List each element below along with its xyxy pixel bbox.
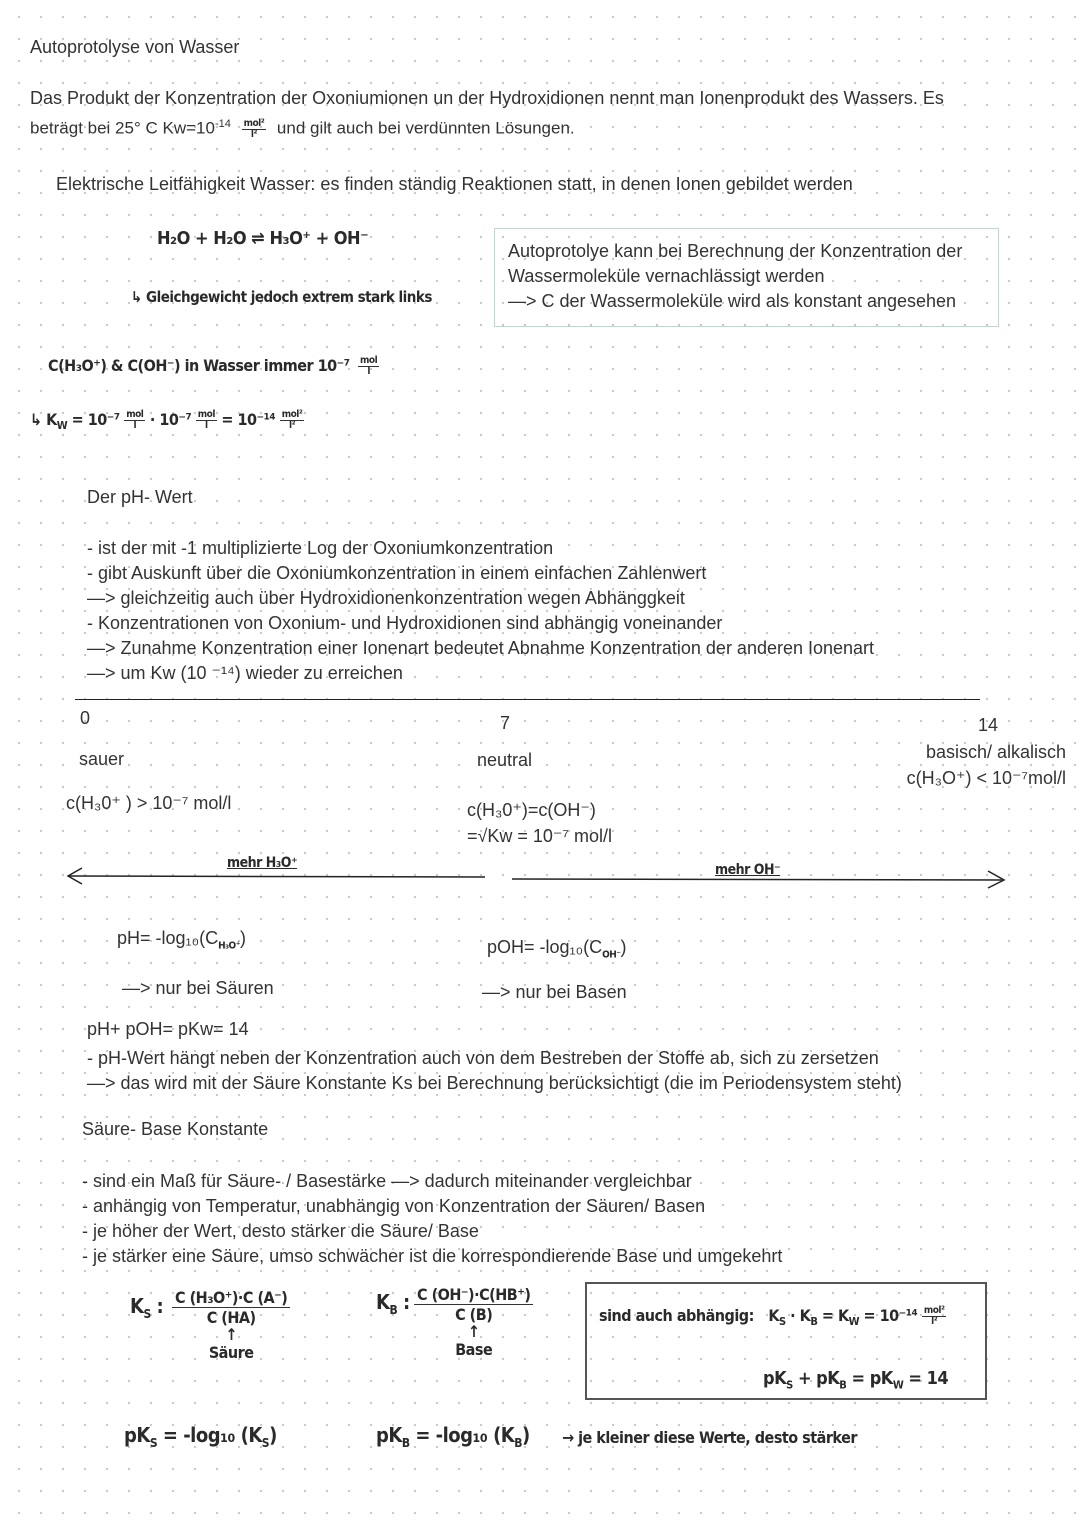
sb-point: - anhängig von Temperatur, unabhängig von Konzentration der Säuren/ Basen <box>82 1196 706 1216</box>
scale-seven: 7 <box>500 713 511 733</box>
poh-formula-end: ) <box>620 937 627 957</box>
dep-kw: = K <box>821 1306 849 1325</box>
more-oh-label: mehr OH⁻ <box>715 862 781 878</box>
poh-formula-sub: OH⁻ <box>602 949 621 961</box>
kw-unit-2 <box>196 410 217 431</box>
smaller-values-note: → je kleiner diese Werte, desto stärker <box>562 1428 857 1447</box>
poh-note: —> nur bei Basen <box>482 982 627 1002</box>
dep-unit-num: mol² <box>923 1305 945 1316</box>
kw-part-1: = 10⁻⁷ <box>71 410 120 429</box>
acid-concentration: c(H₃0⁺ ) > 10⁻⁷ mol/l <box>66 793 232 813</box>
concentration-unit-num: mol <box>360 355 378 366</box>
concentration-unit <box>358 356 379 377</box>
sum-line: pH+ pOH= pKw= 14 <box>87 1019 249 1039</box>
ph-heading: Der pH- Wert <box>87 487 193 507</box>
intro-unit-num: mol² <box>243 117 265 129</box>
ph-formula-sub: H₃O⁺ <box>218 940 240 952</box>
intro-text-pre: beträgt bei 25° C Kw=10 <box>30 118 215 138</box>
label-neutral: neutral <box>477 750 533 770</box>
ks-numerator: C (H₃O⁺)·C (A⁻) <box>172 1288 290 1308</box>
concentration-text: C(H₃O⁺) & C(OH⁻) in Wasser immer 10⁻⁷ <box>48 356 350 375</box>
dep-pks-sub: S <box>786 1378 793 1392</box>
ks-sub: S <box>143 1307 151 1321</box>
scale-fourteen: 14 <box>978 715 999 735</box>
ph-formula <box>117 926 246 959</box>
kw-sub: W <box>56 419 68 433</box>
pkb-sub: B <box>401 1436 410 1450</box>
ph-point: —> gleichzeitig auch über Hydroxidionenkonzentration wegen Abhänggkeit <box>87 588 685 608</box>
label-basisch: basisch/ alkalisch <box>925 742 1066 762</box>
sum-line: - pH-Wert hängt neben der Konzentration auch von dem Bestreben der Stoffe ab, sich zu zersetzen <box>87 1048 879 1068</box>
concentration-unit-den: l <box>367 366 370 377</box>
base-concentration: c(H₃O⁺) < 10⁻⁷mol/l <box>906 768 1066 788</box>
pkb-end: ) <box>521 1423 530 1447</box>
green-box-line: Autoprotolye kann bei Berechnung der Konzentration der <box>508 241 963 261</box>
ph-points <box>87 536 874 686</box>
poh-formula-text: pOH= -log₁₀(C <box>487 937 603 957</box>
dep-kw-sub: W <box>848 1315 860 1329</box>
dependency-line-2 <box>763 1368 948 1392</box>
kw-part-3: = 10⁻¹⁴ <box>221 410 276 429</box>
pkb-formula <box>376 1423 530 1450</box>
intro-exp: -14 <box>214 118 231 130</box>
kb-sub: B <box>389 1303 398 1317</box>
base-label: Base <box>455 1340 493 1359</box>
dep-kb: · K <box>790 1306 811 1325</box>
intro-line-2 <box>30 112 575 141</box>
ph-point: —> um Kw (10 ⁻¹⁴) wieder zu erreichen <box>87 663 403 683</box>
kw-unit-2-den: l <box>205 420 208 431</box>
dep-pkw: = pK <box>851 1368 893 1389</box>
dependency-line-1 <box>599 1306 946 1328</box>
kb-fraction <box>414 1285 533 1359</box>
dep-pk-value: = 14 <box>908 1368 949 1389</box>
green-box-line: Wassermoleküle vernachlässigt werden <box>508 266 825 286</box>
dependency-box <box>585 1282 987 1400</box>
pks-sub-2: S <box>261 1436 270 1450</box>
ks-fraction <box>172 1288 290 1362</box>
ph-point: - Konzentrationen von Oxonium- und Hydroxidionen sind abhängig voneinander <box>87 613 723 633</box>
pks-formula <box>124 1423 277 1450</box>
sum-lines <box>87 1017 902 1096</box>
pkb-rest: = -log₁₀ (K <box>415 1423 515 1447</box>
kb-letter: K <box>376 1290 390 1314</box>
sum-line: —> das wird mit der Säure Konstante Ks bei Berechnung berücksichtigt (die im Periodensystem steht) <box>87 1073 902 1093</box>
kw-unit-2-num: mol <box>197 409 215 420</box>
dependency-pre: sind auch abhängig: <box>599 1306 754 1325</box>
dep-pkw-sub: W <box>892 1378 904 1392</box>
pks-sub: S <box>149 1436 158 1450</box>
concentration-note <box>48 356 379 377</box>
sb-point: - sind ein Maß für Säure- / Basestärke —> dadurch miteinander vergleichbar <box>82 1171 692 1191</box>
pks-end: ) <box>269 1423 277 1447</box>
note-box-autoprotolyse <box>494 228 999 327</box>
ph-formula-end: ) <box>239 928 246 948</box>
ks-label: $K_S$ : <box>130 1294 164 1321</box>
neutral-concentration-1: c(H₃0⁺)=c(OH⁻) <box>467 800 596 820</box>
kw-calculation <box>30 410 304 432</box>
ph-note: —> nur bei Säuren <box>122 978 274 998</box>
more-h3o-label: mehr H₃O⁺ <box>227 855 298 871</box>
sb-point: - je stärker eine Säure, umso schwächer ist die korrespondierende Base und umgekehrt <box>82 1246 783 1266</box>
conductivity-text: Elektrische Leitfähigkeit Wasser: es finden ständig Reaktionen statt, in denen Ionen gebildet werden <box>56 174 853 194</box>
kw-unit-1 <box>124 410 145 431</box>
reaction-equation: H₂O + H₂O ⇌ H₃O⁺ + OH⁻ <box>157 228 369 249</box>
reaction-note: ↳ Gleichgewicht jedoch extrem stark links <box>131 288 432 306</box>
scale-line <box>75 699 980 700</box>
scale-zero: 0 <box>80 708 91 728</box>
kw-part-2: · 10⁻⁷ <box>149 410 192 429</box>
dep-unit <box>922 1306 947 1327</box>
ph-point: —> Zunahme Konzentration einer Ionenart bedeutet Abnahme Konzentration der anderen Ionenart <box>87 638 875 658</box>
intro-line-1: Das Produkt der Konzentration der Oxoniumionen un der Hydroxidionen nennt man Ionenprodukt des Wassers. Es <box>30 88 944 108</box>
ph-point: - gibt Auskunft über die Oxoniumkonzentration in einem einfachen Zahlenwert <box>87 563 707 583</box>
dep-pks: pK <box>763 1368 787 1389</box>
green-box-line: —> C der Wassermoleküle wird als konstant angesehen <box>508 291 957 311</box>
dep-value: = 10⁻¹⁴ <box>863 1306 918 1325</box>
acid-arrow-up: ↑ <box>225 1325 237 1344</box>
dep-pkb-sub: B <box>839 1378 847 1392</box>
intro-text-post: und gilt auch bei verdünnten Lösungen. <box>276 118 575 138</box>
poh-formula <box>487 935 627 968</box>
pkb-text: pK <box>376 1423 402 1447</box>
kw-unit-3-num: mol² <box>281 409 303 420</box>
kw-unit-1-den: l <box>133 420 137 431</box>
base-arrow-up: ↑ <box>467 1322 480 1341</box>
kw-unit-3-den: l² <box>289 420 296 431</box>
kw-unit-3 <box>280 410 305 431</box>
sb-heading: Säure- Base Konstante <box>82 1119 269 1139</box>
ph-formula-text: pH= -log₁₀(C <box>117 928 219 948</box>
pks-text: pK <box>124 1423 150 1447</box>
label-sauer: sauer <box>79 749 125 769</box>
kw-start: ↳ K <box>30 410 57 429</box>
kb-numerator: C (OH⁻)·C(HB⁺) <box>414 1285 533 1305</box>
kb-denominator: C (B) <box>455 1305 493 1324</box>
intro-unit <box>242 119 267 140</box>
ks-denominator: C (HA) <box>206 1308 256 1327</box>
pkb-sub-2: B <box>514 1436 522 1450</box>
sb-points <box>82 1169 782 1269</box>
dep-ks: K <box>768 1306 780 1325</box>
intro-unit-den: l² <box>250 128 257 140</box>
pks-rest: = -log₁₀ (K <box>162 1423 262 1447</box>
page-title: Autoprotolyse von Wasser <box>30 37 240 57</box>
acid-label: Säure <box>208 1343 254 1362</box>
dep-unit-den: l² <box>931 1316 938 1327</box>
dep-kb-sub: B <box>810 1315 818 1329</box>
dep-pkb: + pK <box>797 1368 840 1389</box>
ph-point: - ist der mit -1 multiplizierte Log der Oxoniumkonzentration <box>87 538 554 558</box>
neutral-concentration-2: =√Kw = 10⁻⁷ mol/l <box>467 826 612 846</box>
dep-ks-sub: S <box>779 1315 786 1329</box>
kb-label: $K_B$ : <box>376 1290 410 1317</box>
ks-letter: K <box>130 1294 144 1318</box>
kw-unit-1-num: mol <box>126 409 144 420</box>
sb-point: - je höher der Wert, desto stärker die Säure/ Base <box>82 1221 479 1241</box>
